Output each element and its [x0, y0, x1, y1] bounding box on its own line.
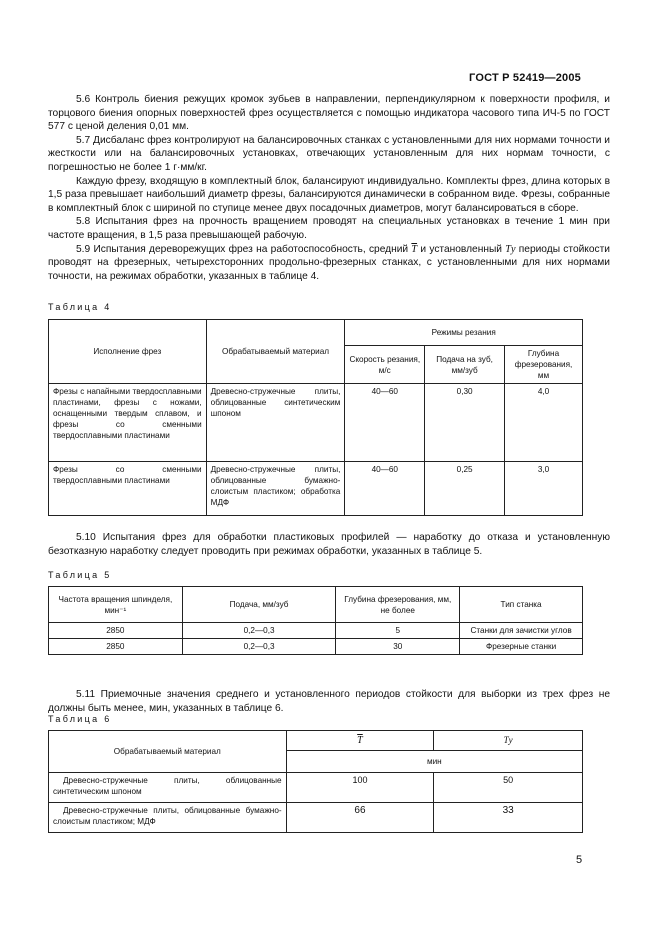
table-row	[49, 623, 583, 639]
table6-cell-set: 33	[434, 803, 583, 833]
table-6	[48, 730, 583, 833]
table4-cell-depth: 4,0	[505, 384, 583, 462]
table-row	[49, 773, 583, 803]
paragraph-5-10: 5.10 Испытания фрез для обработки пластиковых профилей — наработку до отказа и установленную безотказную наработку следует проводить при режимах обработки, указанных в таблице 5.	[48, 532, 610, 557]
table4-cell-exec: Фрезы с напайными твердосплавными пластинами, фрезы с ножами, оснащенными твердым сплавом, и фрезы со сменными твердосплавными пластинами	[49, 384, 207, 462]
paragraph-5-11: 5.11 Приемочные значения среднего и установленного периодов стойкости для выборки из трех фрез не должны быть менее, мин, указанных в таблице 6.	[48, 689, 610, 714]
table5-header-type: Тип станка	[460, 587, 583, 623]
table4-cell-speed: 40—60	[345, 462, 425, 516]
table5-header-depth: Глубина фрезерования, мм, не более	[336, 587, 460, 623]
table6-header-unit: мин	[286, 751, 582, 773]
paragraph-5-7-continued: Каждую фрезу, входящую в комплектный блок, балансируют индивидуально. Комплекты фрез, длина которых в 1,5 раза превышает наибольший диаметр фрезы, балансируются динамически в собранном виде. Фрезы, собранные в комплектный блок с шириной по ступице менее двух посадочных диаметров, могут балансироваться в сборе.	[48, 175, 610, 214]
table5-cell-feed: 0,2—0,3	[182, 639, 336, 655]
table6-cell-mean: 66	[286, 803, 434, 833]
table6-cell-set: 50	[434, 773, 583, 803]
table4-header-material: Обрабатываемый материал	[206, 320, 345, 384]
table-row	[49, 639, 583, 655]
table4-header-modes: Режимы резания	[345, 320, 583, 346]
table-4	[48, 319, 583, 516]
table5-cell-freq: 2850	[49, 623, 183, 639]
page-number: 5	[576, 854, 583, 866]
table4-cell-material: Древесно-стружечные плиты, облицованные синтетическим шпоном	[206, 384, 345, 462]
table5-cell-depth: 5	[336, 623, 460, 639]
table6-cell-mean: 100	[286, 773, 434, 803]
table4-caption: Таблица 4	[48, 302, 112, 312]
table5-cell-type: Станки для зачистки углов	[460, 623, 583, 639]
table4-header-exec: Исполнение фрез	[49, 320, 207, 384]
table6-header-set-life: Tу	[434, 731, 583, 751]
mean-life-symbol: $\overline{T}$	[411, 243, 418, 255]
document-id: ГОСТ Р 52419—2005	[469, 72, 581, 84]
table-row	[49, 803, 583, 833]
table4-cell-feed: 0,25	[425, 462, 505, 516]
table4-cell-material: Древесно-стружечные плиты, облицованные бумажно-слоистым пластиком; обработка МДФ	[206, 462, 345, 516]
body-text-mid	[48, 531, 610, 558]
paragraph-5-8: 5.8 Испытания фрез на прочность вращением проводят на специальных установках в течение 1 мин при частоте вращения, в 1,5 раза превышающей рабочую.	[48, 216, 610, 241]
table-5	[48, 586, 583, 655]
table5-header-freq: Частота вращения шпинделя, мин⁻¹	[49, 587, 183, 623]
body-text-lower	[48, 688, 610, 715]
set-life-symbol: Tу	[505, 243, 516, 255]
table6-header-mean-life: $\overline{T}$	[286, 731, 434, 751]
table5-header-feed: Подача, мм/зуб	[182, 587, 336, 623]
table6-cell-material: Древесно-стружечные плиты, облицованные синтетическим шпоном	[49, 773, 287, 803]
table4-cell-exec: Фрезы со сменными твердосплавными пластинами	[49, 462, 207, 516]
table4-header-depth: Глубина фрезерования, мм	[505, 346, 583, 384]
table5-cell-freq: 2850	[49, 639, 183, 655]
table5-cell-feed: 0,2—0,3	[182, 623, 336, 639]
table4-header-speed: Скорость резания, м/с	[345, 346, 425, 384]
paragraph-5-7: 5.7 Дисбаланс фрез контролируют на балансировочных станках с установленными для них нормами точности и жесткости или на балансировочных установках, отвечающих установленным для них нормам точности, с погрешностью не более 1 г·мм/кг.	[48, 134, 610, 173]
table5-caption: Таблица 5	[48, 570, 112, 580]
table-row	[49, 384, 583, 462]
table5-cell-depth: 30	[336, 639, 460, 655]
table6-caption: Таблица 6	[48, 714, 112, 724]
table4-cell-feed: 0,30	[425, 384, 505, 462]
table6-cell-material: Древесно-стружечные плиты, облицованные бумажно-слоистым пластиком; МДФ	[49, 803, 287, 833]
paragraph-5-9: 5.9 Испытания дереворежущих фрез на работоспособность, средний $\overline{T}$ и установленный Tу периоды стойкости проводят на фрезерных, четырехсторонних продольно-фрезерных станках, с установленными для них нормами точности, на режимах обработки, указанных в таблице 4.	[48, 243, 610, 282]
table4-header-feed: Подача на зуб, мм/зуб	[425, 346, 505, 384]
paragraph-5-6: 5.6 Контроль биения режущих кромок зубьев в направлении, перпендикулярном к поверхности профиля, и торцового биения опорных поверхностей фрез осуществляется с помощью индикатора часового типа ИЧ-5 по ГОСТ 577 с ценой деления 0,01 мм.	[48, 94, 610, 133]
table4-cell-speed: 40—60	[345, 384, 425, 462]
table4-cell-depth: 3,0	[505, 462, 583, 516]
body-text-top	[48, 93, 610, 283]
table5-cell-type: Фрезерные станки	[460, 639, 583, 655]
table6-header-material: Обрабатываемый материал	[49, 731, 287, 773]
table-row	[49, 462, 583, 516]
